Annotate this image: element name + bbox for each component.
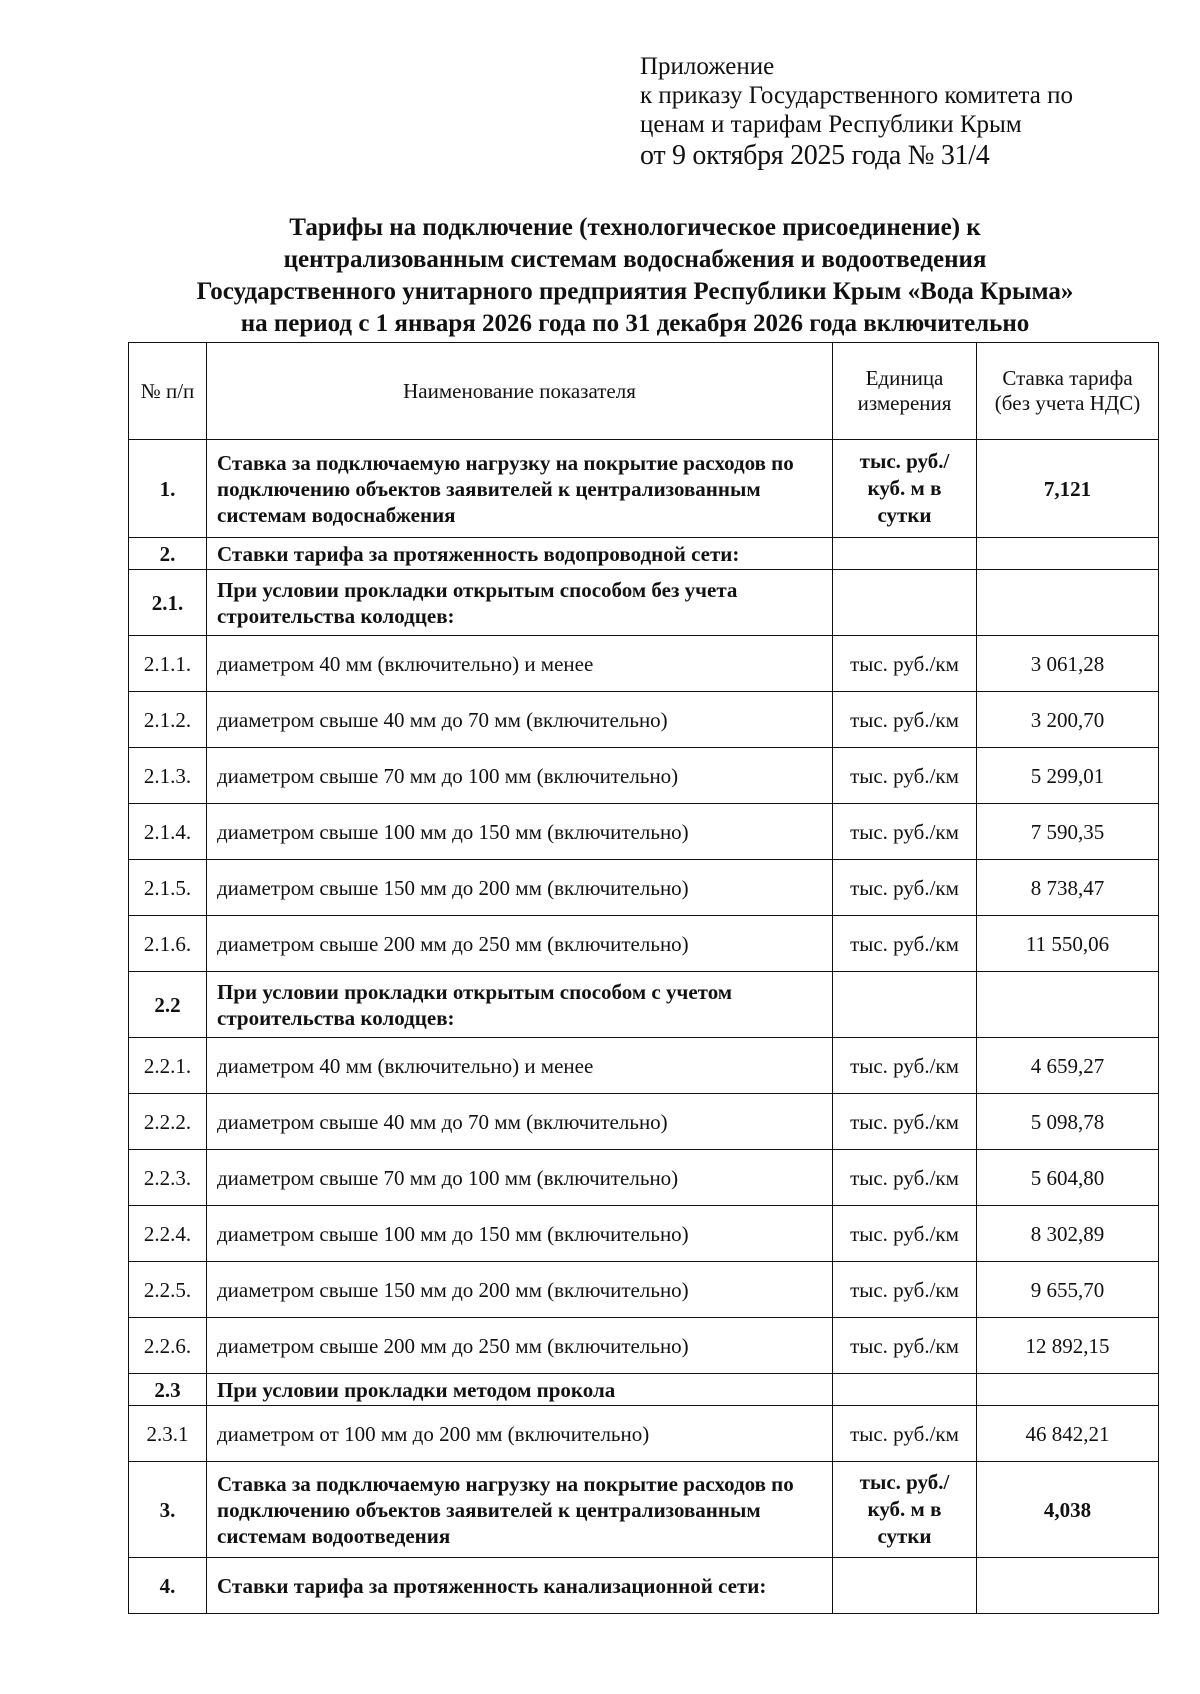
row-num: 2.1.3. bbox=[129, 748, 207, 804]
row-unit: тыс. руб./км bbox=[833, 1318, 977, 1374]
row-unit: тыс. руб./км bbox=[833, 636, 977, 692]
row-unit: тыс. руб./ куб. м в сутки bbox=[833, 440, 977, 538]
row-unit: тыс. руб./км bbox=[833, 804, 977, 860]
row-name: диаметром свыше 100 мм до 150 мм (включительно) bbox=[207, 1206, 833, 1262]
row-num: 2.1. bbox=[129, 570, 207, 636]
table-row bbox=[129, 538, 1159, 570]
row-name: диаметром свыше 70 мм до 100 мм (включительно) bbox=[207, 1150, 833, 1206]
table-row bbox=[129, 1558, 1159, 1614]
row-name: диаметром свыше 200 мм до 250 мм (включительно) bbox=[207, 1318, 833, 1374]
row-unit bbox=[833, 1374, 977, 1406]
row-num: 2.2.4. bbox=[129, 1206, 207, 1262]
row-name: Ставки тарифа за протяженность канализационной сети: bbox=[207, 1558, 833, 1614]
row-unit: тыс. руб./км bbox=[833, 1094, 977, 1150]
row-rate bbox=[977, 538, 1159, 570]
row-name: При условии прокладки открытым способом с учетом строительства колодцев: bbox=[207, 972, 833, 1038]
row-unit bbox=[833, 538, 977, 570]
row-rate: 46 842,21 bbox=[977, 1406, 1159, 1462]
row-rate: 7 590,35 bbox=[977, 804, 1159, 860]
tariff-table bbox=[128, 342, 1159, 1614]
row-name: Ставка за подключаемую нагрузку на покрытие расходов по подключению объектов заявителей к централизованным системам водоснабжения bbox=[207, 440, 833, 538]
row-rate bbox=[977, 972, 1159, 1038]
appendix-committee: ценам и тарифам Республики Крым bbox=[640, 111, 1022, 138]
row-unit: тыс. руб./км bbox=[833, 916, 977, 972]
row-num: 2.2.2. bbox=[129, 1094, 207, 1150]
table-row bbox=[129, 1318, 1159, 1374]
table-row bbox=[129, 570, 1159, 636]
row-num: 2.2.5. bbox=[129, 1262, 207, 1318]
row-name: диаметром свыше 40 мм до 70 мм (включительно) bbox=[207, 1094, 833, 1150]
row-rate: 5 098,78 bbox=[977, 1094, 1159, 1150]
row-name: диаметром свыше 100 мм до 150 мм (включительно) bbox=[207, 804, 833, 860]
row-num: 2.2.3. bbox=[129, 1150, 207, 1206]
title-line-2: централизованным системам водоснабжения и водоотведения bbox=[283, 246, 987, 273]
row-unit bbox=[833, 972, 977, 1038]
appendix-order-ref: к приказу Государственного комитета по bbox=[640, 82, 1073, 109]
table-row bbox=[129, 860, 1159, 916]
row-unit: тыс. руб./км bbox=[833, 1038, 977, 1094]
table-row bbox=[129, 1206, 1159, 1262]
row-num: 2.2.1. bbox=[129, 1038, 207, 1094]
row-rate: 8 738,47 bbox=[977, 860, 1159, 916]
row-unit: тыс. руб./ куб. м в сутки bbox=[833, 1462, 977, 1558]
row-num: 1. bbox=[129, 440, 207, 538]
row-name: Ставка за подключаемую нагрузку на покрытие расходов по подключению объектов заявителей к централизованным системам водоотведения bbox=[207, 1462, 833, 1558]
row-unit: тыс. руб./км bbox=[833, 1406, 977, 1462]
document-title bbox=[100, 212, 1170, 340]
table-row bbox=[129, 1150, 1159, 1206]
row-unit bbox=[833, 1558, 977, 1614]
table-row bbox=[129, 1262, 1159, 1318]
appendix-label: Приложение bbox=[640, 53, 775, 80]
row-rate bbox=[977, 1558, 1159, 1614]
title-line-4: на период с 1 января 2026 года по 31 декабря 2026 года включительно bbox=[240, 310, 1030, 337]
row-name: При условии прокладки методом прокола bbox=[207, 1374, 833, 1406]
row-num: 2.2.6. bbox=[129, 1318, 207, 1374]
table-row bbox=[129, 692, 1159, 748]
row-num: 2.2 bbox=[129, 972, 207, 1038]
header-rate: Ставка тарифа (без учета НДС) bbox=[977, 343, 1159, 440]
appendix-order-date: от 9 октября 2025 года № 31/4 bbox=[640, 140, 990, 171]
row-num: 2.3.1 bbox=[129, 1406, 207, 1462]
row-name: диаметром свыше 150 мм до 200 мм (включительно) bbox=[207, 860, 833, 916]
row-rate: 8 302,89 bbox=[977, 1206, 1159, 1262]
row-num: 3. bbox=[129, 1462, 207, 1558]
row-unit: тыс. руб./км bbox=[833, 692, 977, 748]
row-num: 2.1.1. bbox=[129, 636, 207, 692]
row-unit: тыс. руб./км bbox=[833, 748, 977, 804]
row-name: диаметром свыше 70 мм до 100 мм (включительно) bbox=[207, 748, 833, 804]
row-unit bbox=[833, 570, 977, 636]
table-row bbox=[129, 636, 1159, 692]
row-name: При условии прокладки открытым способом без учета строительства колодцев: bbox=[207, 570, 833, 636]
row-name: диаметром 40 мм (включительно) и менее bbox=[207, 636, 833, 692]
row-num: 2. bbox=[129, 538, 207, 570]
row-name: диаметром свыше 150 мм до 200 мм (включительно) bbox=[207, 1262, 833, 1318]
table-row bbox=[129, 1038, 1159, 1094]
table-row bbox=[129, 916, 1159, 972]
row-num: 2.1.4. bbox=[129, 804, 207, 860]
table-row bbox=[129, 1406, 1159, 1462]
row-num: 2.1.6. bbox=[129, 916, 207, 972]
row-rate bbox=[977, 570, 1159, 636]
row-name: диаметром от 100 мм до 200 мм (включительно) bbox=[207, 1406, 833, 1462]
row-num: 2.1.2. bbox=[129, 692, 207, 748]
title-line-3: Государственного унитарного предприятия Республики Крым «Вода Крыма» bbox=[196, 278, 1074, 305]
row-unit: тыс. руб./км bbox=[833, 1262, 977, 1318]
row-unit: тыс. руб./км bbox=[833, 860, 977, 916]
row-rate: 3 061,28 bbox=[977, 636, 1159, 692]
row-name: Ставки тарифа за протяженность водопроводной сети: bbox=[207, 538, 833, 570]
title-line-1: Тарифы на подключение (технологическое присоединение) к bbox=[289, 214, 981, 241]
appendix-block bbox=[640, 52, 1180, 173]
table-row bbox=[129, 1094, 1159, 1150]
table-row bbox=[129, 748, 1159, 804]
row-unit: тыс. руб./км bbox=[833, 1150, 977, 1206]
row-rate bbox=[977, 1374, 1159, 1406]
table-row bbox=[129, 972, 1159, 1038]
table-row bbox=[129, 440, 1159, 538]
row-rate: 4 659,27 bbox=[977, 1038, 1159, 1094]
row-rate: 3 200,70 bbox=[977, 692, 1159, 748]
row-name: диаметром свыше 200 мм до 250 мм (включительно) bbox=[207, 916, 833, 972]
table-header-row bbox=[129, 343, 1159, 440]
row-num: 4. bbox=[129, 1558, 207, 1614]
row-rate: 5 299,01 bbox=[977, 748, 1159, 804]
table-row bbox=[129, 1374, 1159, 1406]
row-name: диаметром 40 мм (включительно) и менее bbox=[207, 1038, 833, 1094]
table-row bbox=[129, 1462, 1159, 1558]
header-num: № п/п bbox=[129, 343, 207, 440]
row-rate: 5 604,80 bbox=[977, 1150, 1159, 1206]
header-name: Наименование показателя bbox=[207, 343, 833, 440]
header-unit: Единица измерения bbox=[833, 343, 977, 440]
row-name: диаметром свыше 40 мм до 70 мм (включительно) bbox=[207, 692, 833, 748]
table-row bbox=[129, 804, 1159, 860]
row-rate: 4,038 bbox=[977, 1462, 1159, 1558]
row-rate: 7,121 bbox=[977, 440, 1159, 538]
row-rate: 12 892,15 bbox=[977, 1318, 1159, 1374]
row-unit: тыс. руб./км bbox=[833, 1206, 977, 1262]
row-num: 2.3 bbox=[129, 1374, 207, 1406]
row-rate: 9 655,70 bbox=[977, 1262, 1159, 1318]
row-num: 2.1.5. bbox=[129, 860, 207, 916]
row-rate: 11 550,06 bbox=[977, 916, 1159, 972]
